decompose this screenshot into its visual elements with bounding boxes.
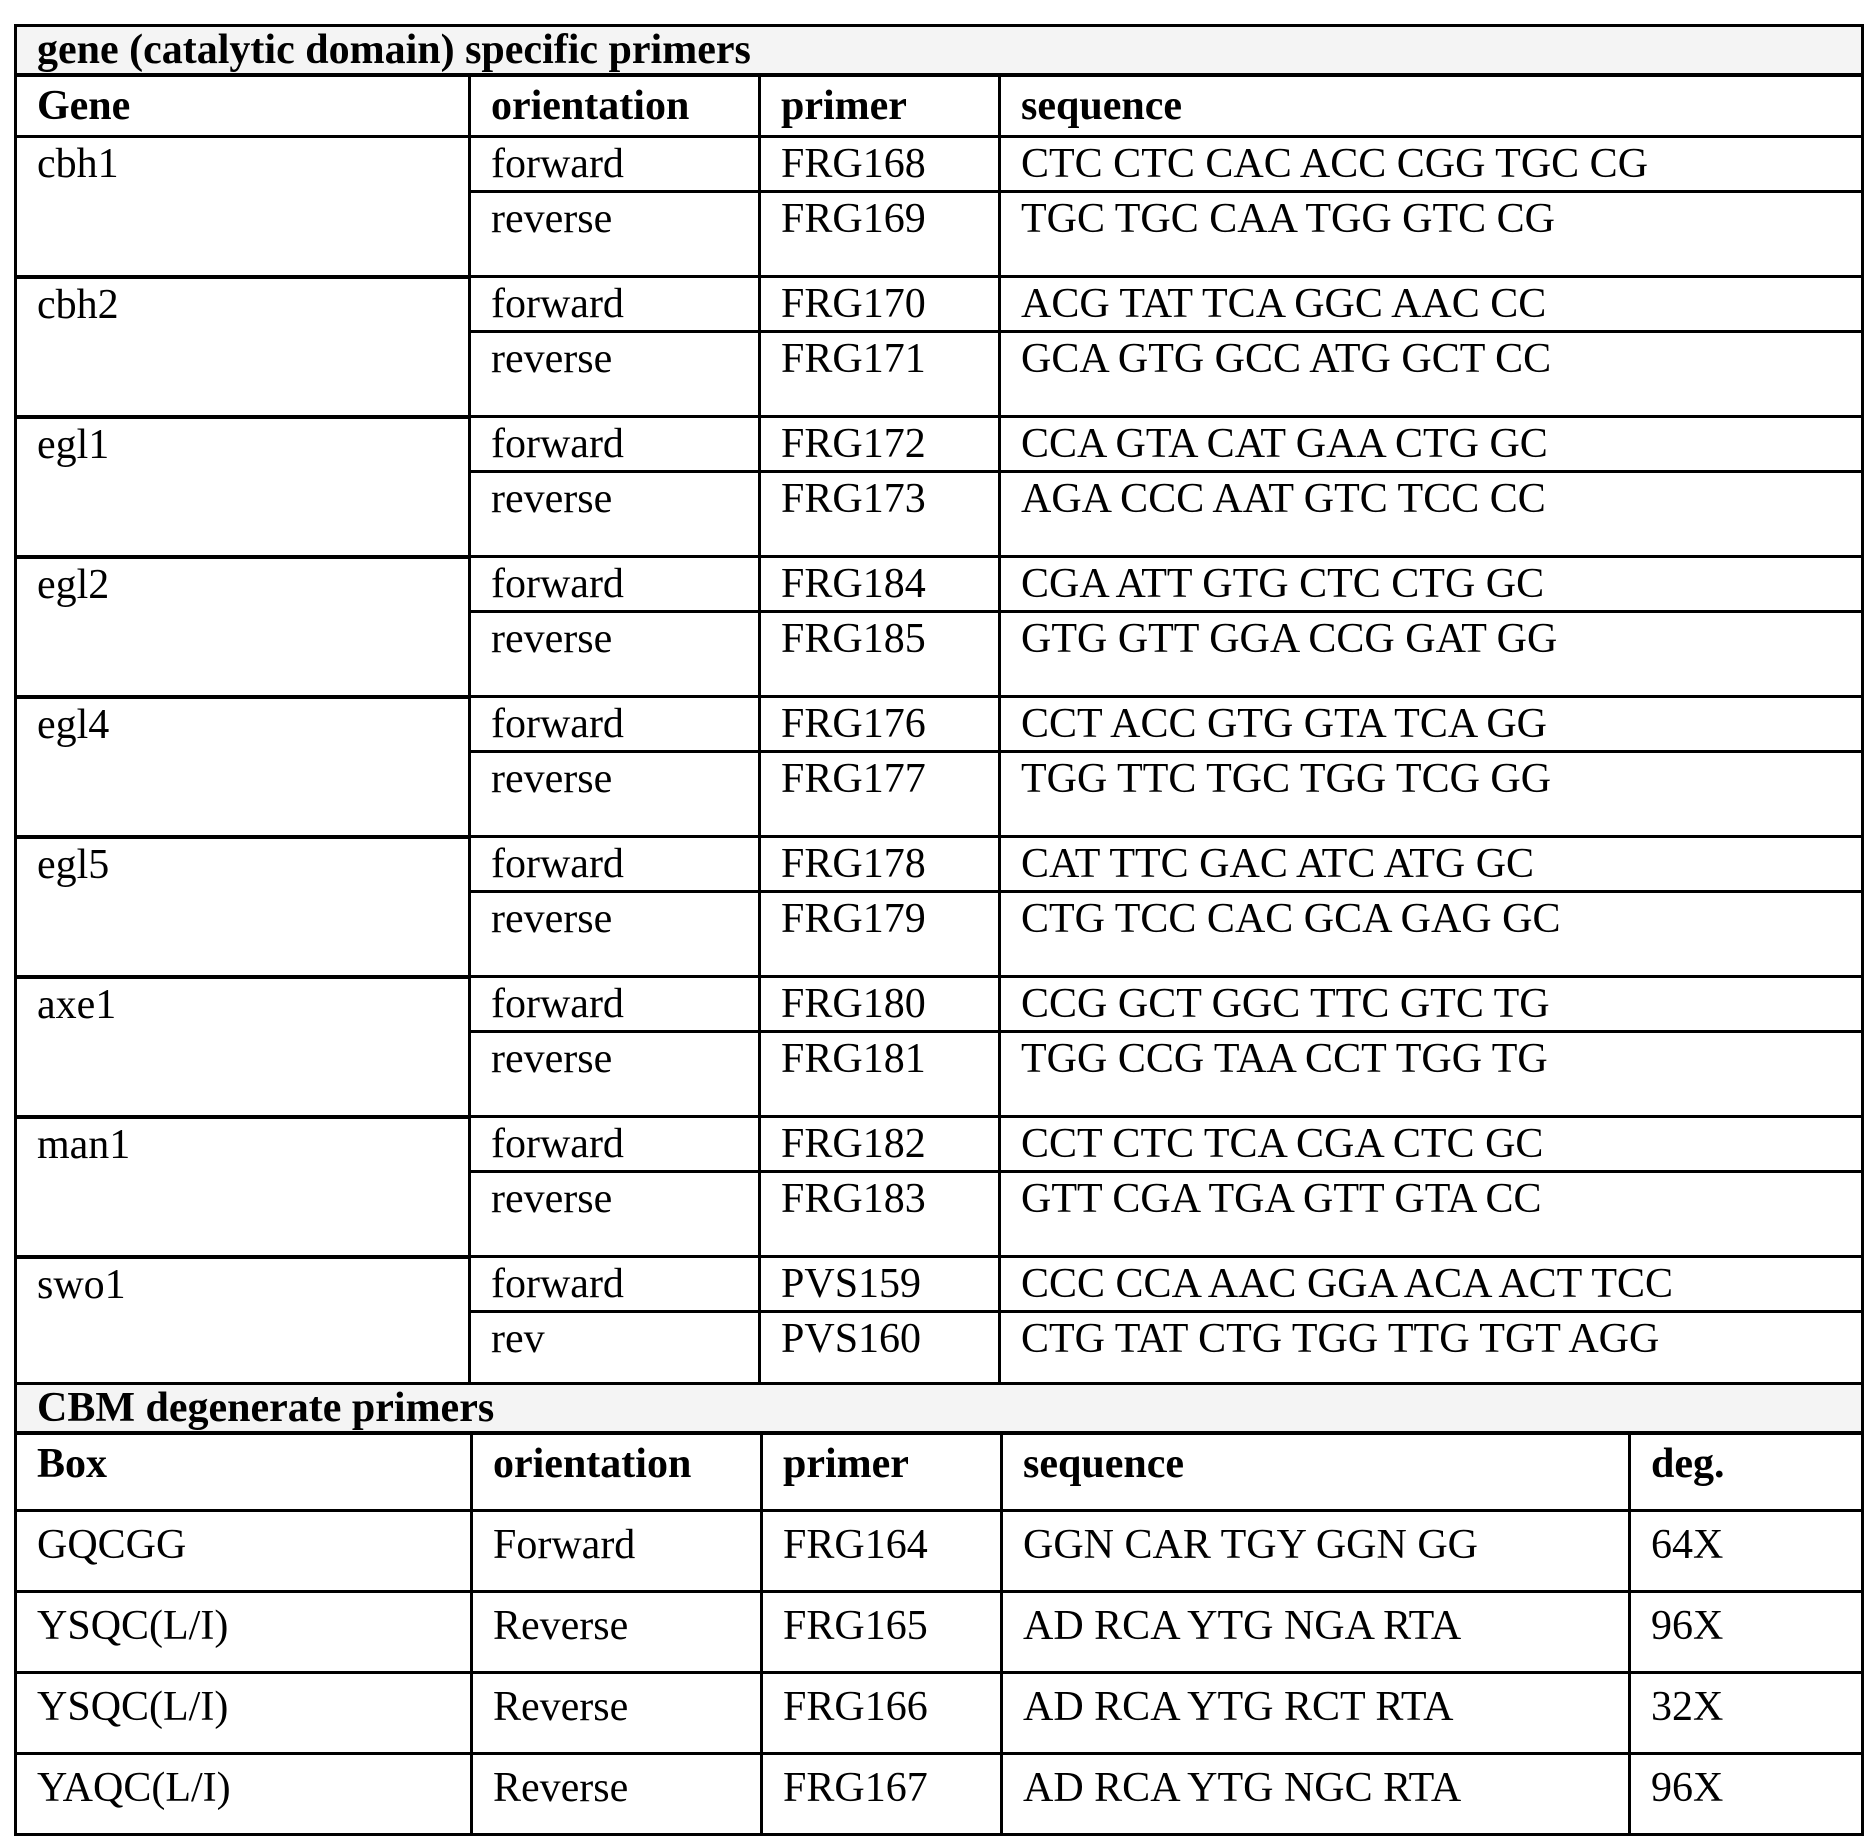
orientation-cell: forward <box>470 697 760 752</box>
sequence-cell: GCA GTG GCC ATG GCT CC <box>1000 332 1863 417</box>
gene-cell: egl1 <box>16 417 470 557</box>
sequence-cell: GTT CGA TGA GTT GTA CC <box>1000 1172 1863 1257</box>
table-row <box>16 417 1863 472</box>
table-row <box>16 1592 1863 1673</box>
sequence-cell: CTG TCC CAC GCA GAG GC <box>1000 892 1863 977</box>
table-row <box>16 557 1863 612</box>
primer-cell: FRG178 <box>760 837 1000 892</box>
table-row <box>16 277 1863 332</box>
orientation-cell: reverse <box>470 332 760 417</box>
primer-cell: FRG180 <box>760 977 1000 1032</box>
sequence-cell: CCG GCT GGC TTC GTC TG <box>1000 977 1863 1032</box>
sequence-cell: CCA GTA CAT GAA CTG GC <box>1000 417 1863 472</box>
header-sequence: sequence <box>1000 75 1863 137</box>
primer-cell: FRG182 <box>760 1117 1000 1172</box>
orientation-cell: rev <box>470 1312 760 1397</box>
orientation-cell: Forward <box>472 1511 762 1592</box>
primer-cell: FRG184 <box>760 557 1000 612</box>
primer-cell: FRG172 <box>760 417 1000 472</box>
orientation-cell: forward <box>470 837 760 892</box>
box-cell: YAQC(L/I) <box>16 1754 472 1835</box>
primer-cell: FRG177 <box>760 752 1000 837</box>
gene-specific-primers-table <box>14 24 1864 1399</box>
degeneracy-cell: 96X <box>1630 1592 1863 1673</box>
primer-cell: FRG169 <box>760 192 1000 277</box>
table-row <box>16 137 1863 192</box>
header-sequence: sequence <box>1002 1433 1630 1511</box>
sequence-cell: AD RCA YTG NGA RTA <box>1002 1592 1630 1673</box>
box-cell: YSQC(L/I) <box>16 1673 472 1754</box>
orientation-cell: forward <box>470 417 760 472</box>
sequence-cell: CTG TAT CTG TGG TTG TGT AGG <box>1000 1312 1863 1397</box>
sequence-cell: CGA ATT GTG CTC CTG GC <box>1000 557 1863 612</box>
table-row <box>16 1673 1863 1754</box>
orientation-cell: forward <box>470 1257 760 1312</box>
gene-cell: axe1 <box>16 977 470 1117</box>
gene-cell: egl4 <box>16 697 470 837</box>
table-row <box>16 1117 1863 1172</box>
table-row <box>16 697 1863 752</box>
primer-cell: FRG170 <box>760 277 1000 332</box>
gene-cell: cbh2 <box>16 277 470 417</box>
table-row <box>16 977 1863 1032</box>
orientation-cell: forward <box>470 137 760 192</box>
gene-cell: man1 <box>16 1117 470 1257</box>
sequence-cell: TGG CCG TAA CCT TGG TG <box>1000 1032 1863 1117</box>
sequence-cell: CTC CTC CAC ACC CGG TGC CG <box>1000 137 1863 192</box>
orientation-cell: reverse <box>470 612 760 697</box>
primer-cell: FRG176 <box>760 697 1000 752</box>
primer-cell: FRG181 <box>760 1032 1000 1117</box>
table-row <box>16 1257 1863 1312</box>
table-row <box>16 837 1863 892</box>
table-row <box>16 1511 1863 1592</box>
primer-cell: PVS159 <box>760 1257 1000 1312</box>
cbm-degenerate-primers-table <box>14 1382 1864 1836</box>
header-degeneracy: deg. <box>1630 1433 1863 1511</box>
primer-cell: FRG179 <box>760 892 1000 977</box>
box-cell: YSQC(L/I) <box>16 1592 472 1673</box>
sequence-cell: CAT TTC GAC ATC ATG GC <box>1000 837 1863 892</box>
gene-cell: egl2 <box>16 557 470 697</box>
header-gene: Gene <box>16 75 470 137</box>
sequence-cell: AD RCA YTG RCT RTA <box>1002 1673 1630 1754</box>
box-cell: GQCGG <box>16 1511 472 1592</box>
orientation-cell: reverse <box>470 752 760 837</box>
sequence-cell: GTG GTT GGA CCG GAT GG <box>1000 612 1863 697</box>
sequence-cell: TGC TGC CAA TGG GTC CG <box>1000 192 1863 277</box>
primer-cell: FRG165 <box>762 1592 1002 1673</box>
orientation-cell: reverse <box>470 892 760 977</box>
header-orientation: orientation <box>470 75 760 137</box>
section-title: gene (catalytic domain) specific primers <box>16 26 1863 76</box>
orientation-cell: reverse <box>470 472 760 557</box>
sequence-cell: ACG TAT TCA GGC AAC CC <box>1000 277 1863 332</box>
primer-cell: FRG168 <box>760 137 1000 192</box>
primer-cell: FRG171 <box>760 332 1000 417</box>
gene-cell: cbh1 <box>16 137 470 277</box>
primer-cell: FRG164 <box>762 1511 1002 1592</box>
header-primer: primer <box>762 1433 1002 1511</box>
sequence-cell: AGA CCC AAT GTC TCC CC <box>1000 472 1863 557</box>
sequence-cell: CCT ACC GTG GTA TCA GG <box>1000 697 1863 752</box>
gene-cell: egl5 <box>16 837 470 977</box>
orientation-cell: Reverse <box>472 1673 762 1754</box>
orientation-cell: reverse <box>470 1032 760 1117</box>
degeneracy-cell: 32X <box>1630 1673 1863 1754</box>
orientation-cell: forward <box>470 557 760 612</box>
orientation-cell: reverse <box>470 192 760 277</box>
header-orientation: orientation <box>472 1433 762 1511</box>
orientation-cell: Reverse <box>472 1592 762 1673</box>
section-title: CBM degenerate primers <box>16 1384 1863 1434</box>
degeneracy-cell: 96X <box>1630 1754 1863 1835</box>
primer-cell: FRG173 <box>760 472 1000 557</box>
orientation-cell: Reverse <box>472 1754 762 1835</box>
orientation-cell: forward <box>470 277 760 332</box>
orientation-cell: forward <box>470 977 760 1032</box>
primer-cell: FRG183 <box>760 1172 1000 1257</box>
primer-cell: PVS160 <box>760 1312 1000 1397</box>
primer-cell: FRG185 <box>760 612 1000 697</box>
sequence-cell: CCC CCA AAC GGA ACA ACT TCC <box>1000 1257 1863 1312</box>
orientation-cell: reverse <box>470 1172 760 1257</box>
sequence-cell: GGN CAR TGY GGN GG <box>1002 1511 1630 1592</box>
primer-cell: FRG167 <box>762 1754 1002 1835</box>
orientation-cell: forward <box>470 1117 760 1172</box>
header-box: Box <box>16 1433 472 1511</box>
table-row <box>16 1754 1863 1835</box>
sequence-cell: TGG TTC TGC TGG TCG GG <box>1000 752 1863 837</box>
sequence-cell: AD RCA YTG NGC RTA <box>1002 1754 1630 1835</box>
sequence-cell: CCT CTC TCA CGA CTC GC <box>1000 1117 1863 1172</box>
header-primer: primer <box>760 75 1000 137</box>
primer-cell: FRG166 <box>762 1673 1002 1754</box>
degeneracy-cell: 64X <box>1630 1511 1863 1592</box>
gene-cell: swo1 <box>16 1257 470 1397</box>
